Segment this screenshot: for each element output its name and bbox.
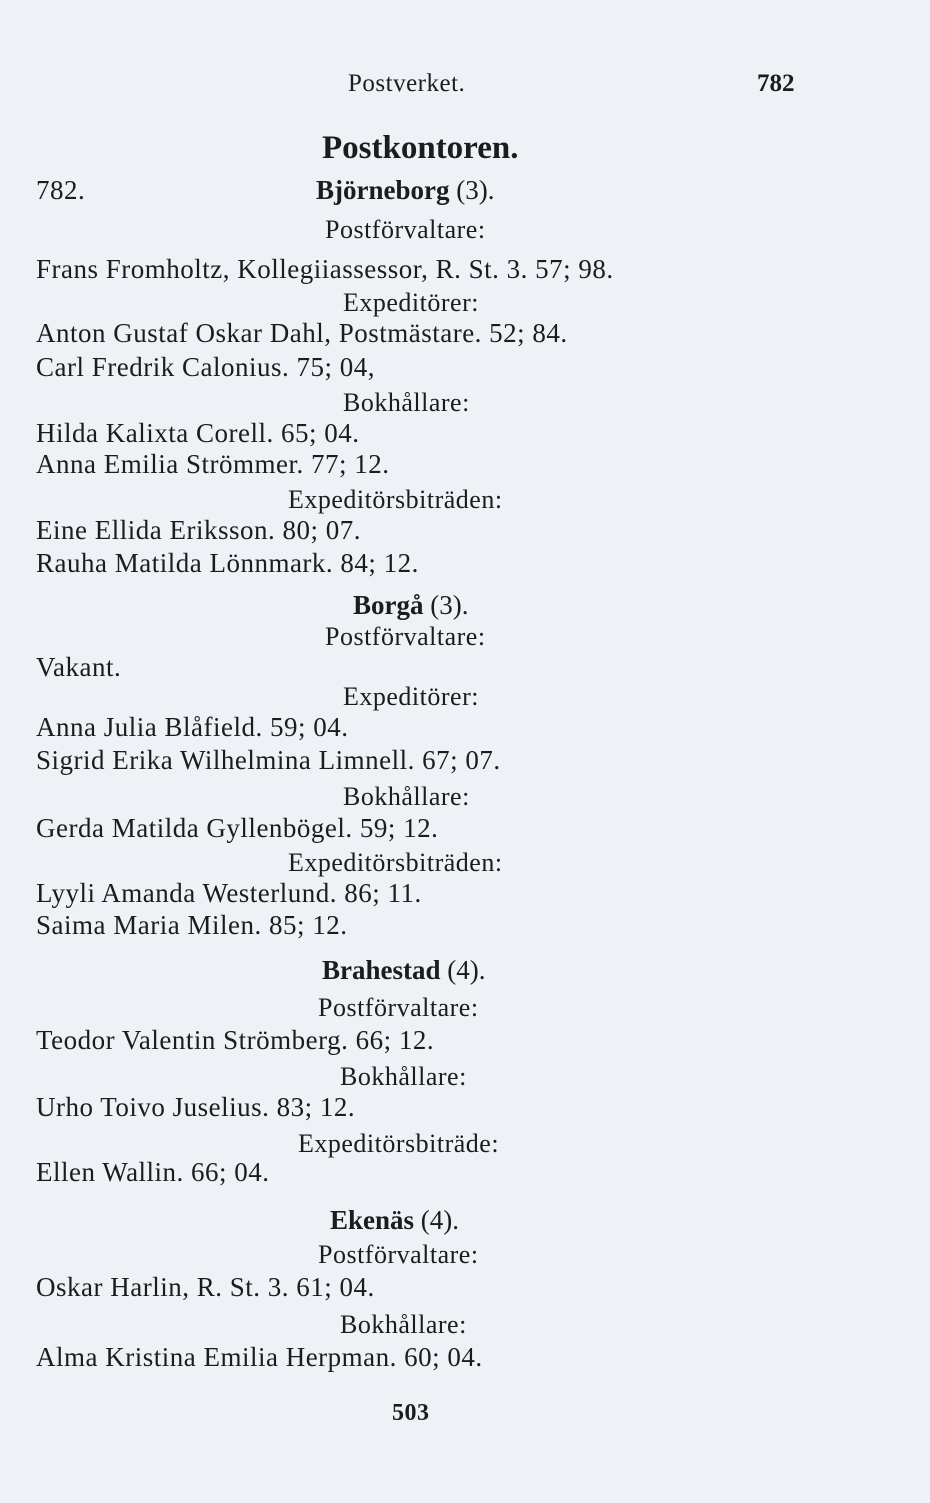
person-entry: Frans Fromholtz, Kollegiiassessor, R. St. 3. 57; 98. xyxy=(36,254,614,284)
role-heading: Expeditörsbiträden: xyxy=(288,485,503,514)
role-heading: Expeditörer: xyxy=(343,682,479,711)
office-name: Björneborg xyxy=(316,175,450,205)
office-heading xyxy=(353,590,468,621)
office-name: Ekenäs xyxy=(330,1205,415,1235)
role-heading: Bokhållare: xyxy=(340,1062,467,1091)
page-title: Postkontoren. xyxy=(322,130,519,166)
role-heading: Bokhållare: xyxy=(343,782,470,811)
role-heading: Postförvaltare: xyxy=(318,993,479,1022)
person-entry: Anna Emilia Strömmer. 77; 12. xyxy=(36,449,390,479)
role-heading: Expeditörsbiträde: xyxy=(298,1129,500,1158)
office-count: (4). xyxy=(420,1205,460,1235)
office-count: (4). xyxy=(447,955,486,985)
office-heading xyxy=(322,955,486,986)
person-entry: Oskar Harlin, R. St. 3. 61; 04. xyxy=(36,1272,375,1302)
person-entry: Saima Maria Milen. 85; 12. xyxy=(36,910,348,940)
office-count: (3). xyxy=(430,590,469,620)
office-heading xyxy=(330,1205,459,1236)
person-entry: Anna Julia Blåfield. 59; 04. xyxy=(36,712,349,742)
office-name: Brahestad xyxy=(322,955,441,985)
person-entry: Eine Ellida Eriksson. 80; 07. xyxy=(36,515,361,545)
marginal-number: 782. xyxy=(36,175,86,205)
person-entry: Alma Kristina Emilia Herpman. 60; 04. xyxy=(36,1342,483,1372)
person-entry: Gerda Matilda Gyllenbögel. 59; 12. xyxy=(36,813,439,843)
office-count: (3). xyxy=(456,175,495,205)
person-entry: Ellen Wallin. 66; 04. xyxy=(36,1157,270,1187)
person-entry: Carl Fredrik Calonius. 75; 04, xyxy=(36,352,375,382)
person-entry: Sigrid Erika Wilhelmina Limnell. 67; 07. xyxy=(36,745,501,775)
role-heading: Postförvaltare: xyxy=(318,1240,479,1269)
office-heading xyxy=(316,175,494,206)
role-heading: Bokhållare: xyxy=(343,388,470,417)
person-entry: Lyyli Amanda Westerlund. 86; 11. xyxy=(36,878,422,908)
person-entry: Teodor Valentin Strömberg. 66; 12. xyxy=(36,1025,435,1055)
page-number: 782 xyxy=(757,70,795,97)
person-entry: Hilda Kalixta Corell. 65; 04. xyxy=(36,418,360,448)
running-title: Postverket. xyxy=(348,70,466,97)
role-heading: Expeditörer: xyxy=(343,288,479,317)
role-heading: Postförvaltare: xyxy=(325,622,486,651)
person-entry: Anton Gustaf Oskar Dahl, Postmästare. 52; 84. xyxy=(36,318,568,348)
folio-number: 503 xyxy=(392,1400,430,1426)
person-entry: Vakant. xyxy=(36,652,122,682)
office-name: Borgå xyxy=(353,590,424,620)
role-heading: Bokhållare: xyxy=(340,1310,467,1339)
person-entry: Rauha Matilda Lönnmark. 84; 12. xyxy=(36,548,419,578)
person-entry: Urho Toivo Juselius. 83; 12. xyxy=(36,1092,356,1122)
role-heading: Postförvaltare: xyxy=(325,215,486,244)
role-heading: Expeditörsbiträden: xyxy=(288,848,503,877)
